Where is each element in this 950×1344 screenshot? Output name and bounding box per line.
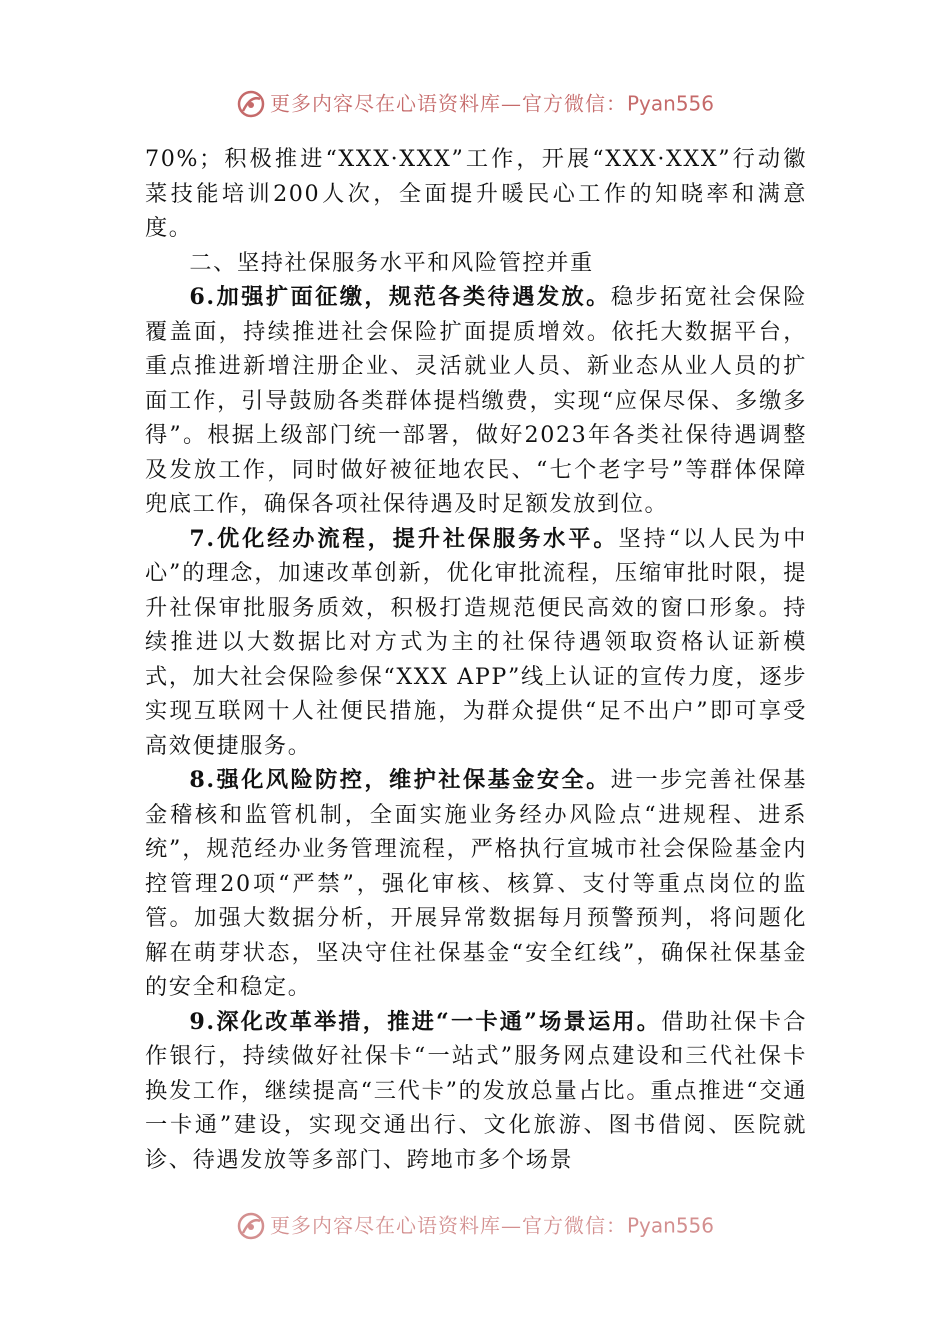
item-9-text: 借助社保卡合作银行，持续做好社保卡“一站式”服务网点建设和三代社保卡换发工作，继续提高“三代卡”的发放总量占比。重点推进“交通一卡通”建设，实现交通出行、文化旅游、图书借阅、医院就诊、待遇发放等多部门、跨地市多个场景 — [145, 1008, 807, 1173]
item-7-title: 7.优化经办流程，提升社保服务水平。 — [189, 525, 619, 552]
footer-watermark — [0, 1208, 950, 1240]
item-6-text: 稳步拓宽社会保险覆盖面，持续推进社会保险扩面提质增效。依托大数据平台，重点推进新增注册企业、灵活就业人员、新业态从业人员的扩面工作，引导鼓励各类群体提档缴费，实现“应保尽保、多缴多得”。根据上级部门统一部署，做好2023年各类社保待遇调整及发放工作，同时做好被征地农民、“七个老字号”等群体保障兜底工作，确保各项社保待遇及时足额发放到位。 — [145, 284, 807, 517]
logo-icon — [236, 89, 266, 119]
section-heading: 二、坚持社保服务水平和风险管控并重 — [189, 249, 594, 276]
paragraph-item-8 — [145, 763, 807, 1005]
logo-icon — [236, 1211, 266, 1241]
item-8-title: 8.强化风险防控，维护社保基金安全。 — [189, 767, 611, 793]
watermark-id: Pyan556 — [626, 1213, 714, 1238]
paragraph-item-7 — [145, 522, 807, 764]
paragraph-item-9 — [145, 1005, 807, 1178]
watermark-text: 更多内容尽在心语资料库—官方微信： — [269, 91, 627, 116]
watermark-id: Pyan556 — [626, 91, 714, 116]
paragraph-item-6 — [145, 280, 807, 522]
item-7-text: 坚持“以人民为中心”的理念，加速改革创新，优化审批流程，压缩审批时限，提升社保审批服务质效，积极打造规范便民高效的窗口形象。持续推进以大数据比对方式为主的社保待遇领取资格认证新模式，加大社会保险参保“XXX APP”线上认证的宣传力度，逐步实现互联网十人社便民措施，为群众提供“足不出户”即可享受高效便捷服务。 — [145, 525, 807, 759]
watermark-text: 更多内容尽在心语资料库—官方微信： — [269, 1213, 627, 1238]
header-watermark — [0, 86, 950, 118]
item-6-title: 6.加强扩面征缴，规范各类待遇发放。 — [189, 284, 611, 310]
item-9-title: 9.深化改革举措，推进“一卡通”场景运用。 — [189, 1008, 662, 1035]
item-8-text: 进一步完善社保基金稽核和监管机制，全面实施业务经办风险点“进规程、进系统”，规范经办业务管理流程，严格执行宣城市社会保险基金内控管理20项“严禁”，强化审核、核算、支付等重点岗位的监管。加强大数据分析，开展异常数据每月预警预判，将问题化解在萌芽状态，坚决守住社保基金“安全红线”，确保社保基金的安全和稳定。 — [145, 767, 807, 1000]
document-body — [145, 142, 807, 1177]
paragraph-continuation: 70%；积极推进“XXX·XXX”工作，开展“XXX·XXX”行动徽菜技能培训200人次，全面提升暖民心工作的知晓率和满意度。 — [145, 146, 807, 241]
